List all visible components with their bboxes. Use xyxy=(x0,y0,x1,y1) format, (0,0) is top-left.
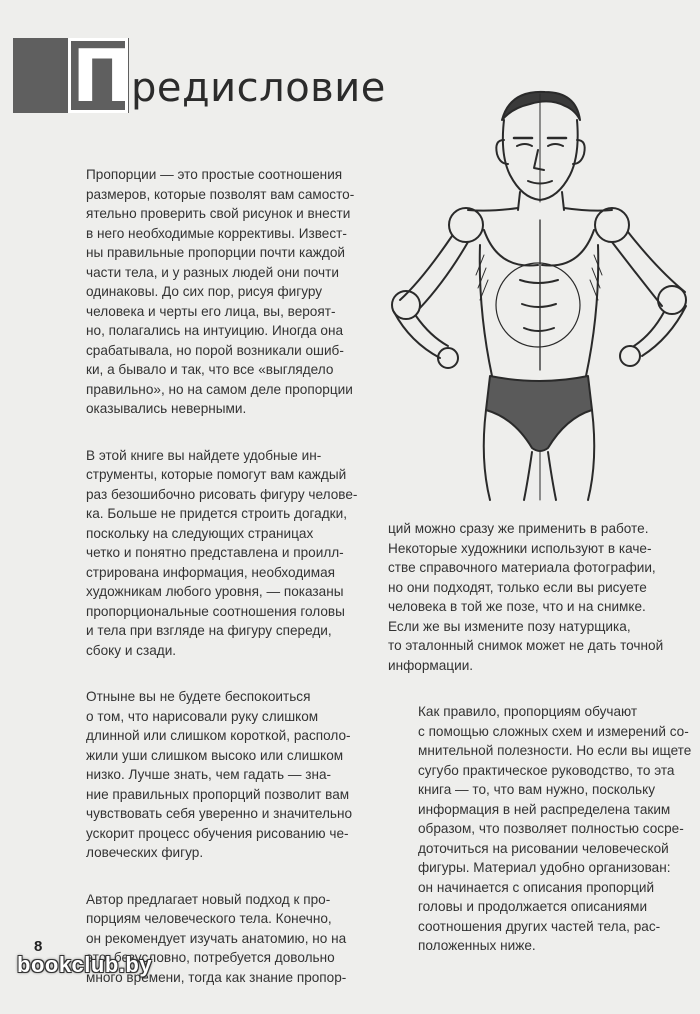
text-line: В этой книге вы найдете удобные ин- xyxy=(86,447,322,463)
text-line: он рекомендует изучать анатомию, но на xyxy=(86,930,347,946)
text-line: сбоку и сзади. xyxy=(86,642,177,658)
paragraph xyxy=(56,165,363,419)
page-number: 8 xyxy=(34,938,43,955)
text-line: Отныне вы не будете беспокоиться xyxy=(86,689,311,704)
paragraph xyxy=(56,446,363,661)
text-line: это, безусловно, потребуется довольно xyxy=(86,950,335,965)
text-line: ятельно проверить свой рисунок и внести xyxy=(86,206,351,221)
text-line: стве справочного материала фотографии, xyxy=(388,560,656,575)
text-line: поскольку на следующих страницах xyxy=(86,525,314,541)
text-line: но, полагались на интуицию. Иногда она xyxy=(86,323,344,338)
text-line: фигуры. Материал удобно организован: xyxy=(418,860,671,875)
text-line: одинаковы. До сих пор, рисуя фигуру xyxy=(86,284,323,299)
text-line: и тела при взгляде на фигуру спереди, xyxy=(86,623,332,638)
text-line: мнительной полезности. Но если вы ищете xyxy=(418,743,692,758)
text-line: с помощью сложных схем и измерений со- xyxy=(418,723,689,739)
text-line: много времени, тогда как знание пропор- xyxy=(86,969,347,985)
text-line: размеров, которые позволят вам самосто- xyxy=(86,186,355,202)
text-line: низко. Лучше знать, чем гадать — зна- xyxy=(86,767,332,782)
text-line: в него необходимые коррективы. Извест- xyxy=(86,225,347,241)
paragraph xyxy=(56,687,363,863)
text-line: информации. xyxy=(388,657,474,673)
paragraph xyxy=(388,519,690,675)
text-line: образом, что позволяет полностью сосре- xyxy=(418,821,684,836)
text-line: чувствовать себя уверенно и значительно xyxy=(86,806,353,821)
male-figure-illustration xyxy=(380,80,700,525)
text-line: художникам любого уровня, — показаны xyxy=(86,584,344,599)
text-line: он начинается с описания пропорций xyxy=(418,879,655,895)
text-line: ускорит процесс обучения рисованию че- xyxy=(86,825,349,841)
watermark: bookclub.by xyxy=(17,952,153,977)
text-line: то эталонный снимок может не дать точной xyxy=(388,638,664,653)
text-line: человека в той же позе, что и на снимке. xyxy=(388,599,646,614)
text-line: сугубо практическое руководство, то эта xyxy=(418,762,675,778)
text-line: Автор предлагает новый подход к про- xyxy=(86,891,331,907)
text-line: соотношения других частей тела, рас- xyxy=(418,918,661,934)
text-line: Как правило, пропорциям обучают xyxy=(418,704,638,719)
text-line: ций можно сразу же применить в работе. xyxy=(388,521,649,536)
text-line: книга — то, что вам нужно, поскольку xyxy=(418,782,656,797)
text-line: о том, что нарисовали руку слишком xyxy=(86,708,319,724)
text-line: раз безошибочно рисовать фигуру челове- xyxy=(86,486,358,502)
text-line: доточиться на рисовании человеческой xyxy=(418,840,669,856)
text-line: Пропорции — это простые соотношения xyxy=(86,167,343,182)
left-column xyxy=(56,165,363,1014)
text-line: ка. Больше не придется строить догадки, xyxy=(86,506,347,521)
text-line: длинной или слишком короткой, располо- xyxy=(86,728,351,743)
text-line: ны правильные пропорции почти каждой xyxy=(86,245,345,260)
text-line: ловеческих фигур. xyxy=(86,845,204,860)
text-line: головы и продолжается описаниями xyxy=(418,899,648,914)
text-line: ки, а бывало и так, что все «выглядело xyxy=(86,362,334,377)
text-line: оказывались неверными. xyxy=(86,401,247,416)
text-line: стрирована информация, необходимая xyxy=(86,564,336,580)
page-title: редисловие xyxy=(131,65,386,111)
text-line: но они подходят, только если вы рисуете xyxy=(388,579,647,595)
paragraph xyxy=(388,702,690,956)
text-line: жили уши слишком высоко или слишком xyxy=(86,747,344,763)
text-line: Если же вы измените позу натурщика, xyxy=(388,618,631,634)
text-line: правильно», но на самом деле пропорции xyxy=(86,381,353,397)
text-line: Некоторые художники используют в каче- xyxy=(388,540,652,556)
title-initial-letter: П xyxy=(72,34,133,118)
text-line: положенных ниже. xyxy=(418,938,536,953)
text-line: четко и понятно представлена и проилл- xyxy=(86,545,344,560)
right-column xyxy=(388,519,690,983)
text-line: срабатывала, но порой возникали ошиб- xyxy=(86,342,344,358)
text-line: части тела, и у разных людей они почти xyxy=(86,264,339,280)
text-line: струменты, которые помогут вам каждый xyxy=(86,467,347,482)
text-line: порциям человеческого тела. Конечно, xyxy=(86,911,332,926)
text-line: ние правильных пропорций позволит вам xyxy=(86,786,350,802)
text-line: информация в ней распределена таким xyxy=(418,801,671,817)
text-line: человека и черты его лица, вы, вероят- xyxy=(86,303,336,319)
text-line: пропорциональные соотношения головы xyxy=(86,603,345,619)
